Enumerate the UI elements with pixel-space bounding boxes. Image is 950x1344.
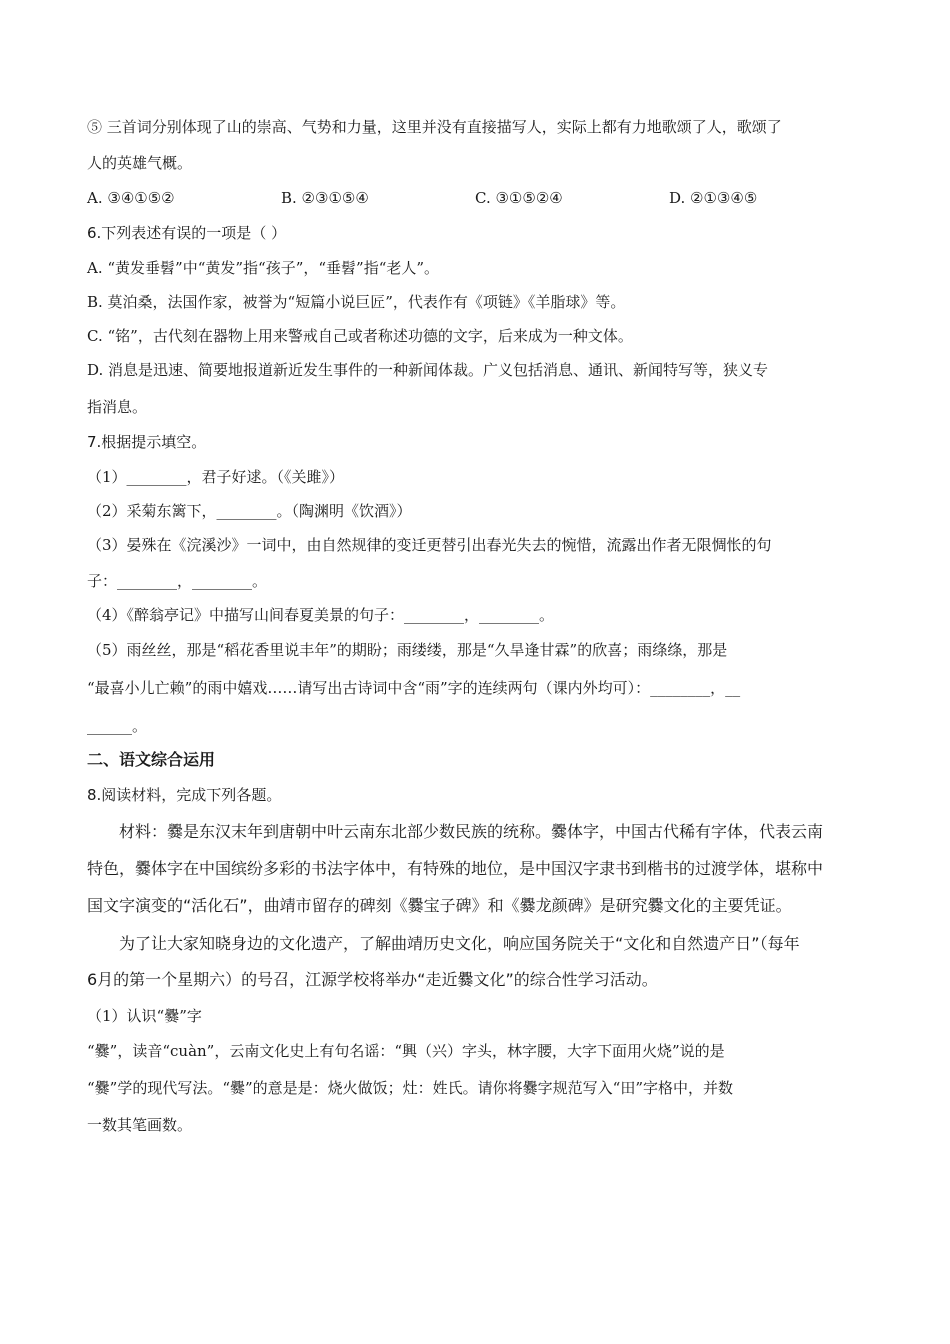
q8-material-p2-line2: 6月的第一个星期六）的号召，江源学校将举办“走近爨文化”的综合性学习活动。 <box>87 970 658 989</box>
q7-item4: （4）《醉翁亭记》中描写山间春夏美景的句子：________，________。 <box>87 606 555 624</box>
q5-option-c: C. ③①⑤②④ <box>475 189 563 207</box>
q7-item5-line3: ______。 <box>87 717 148 735</box>
q7-item3-line2: 子：________，________。 <box>87 572 268 590</box>
q8-sub1-line3: 一数其笔画数。 <box>87 1116 193 1134</box>
q6-option-a: A. “黄发垂髫”中“黄发”指“孩子”，“垂髫”指“老人”。 <box>87 259 440 277</box>
q7-stem: 7.根据提示填空。 <box>87 433 207 451</box>
q5-option-d: D. ②①③④⑤ <box>669 189 758 207</box>
q5-option-b: B. ②③①⑤④ <box>281 189 369 207</box>
q5-item5-line2: 人的英雄气概。 <box>87 154 193 172</box>
q6-option-b: B. 莫泊桑，法国作家，被誉为“短篇小说巨匠”，代表作有《项链》《羊脂球》等。 <box>87 293 626 311</box>
q7-item2: （2）采菊东篱下，________。（陶渊明《饮酒》） <box>87 502 412 520</box>
q6-option-d-line2: 指消息。 <box>87 398 148 416</box>
section-heading: 二、语文综合运用 <box>87 750 216 769</box>
q8-stem: 8.阅读材料，完成下列各题。 <box>87 786 282 804</box>
q8-material-p1-line1: 材料：爨是东汉末年到唐朝中叶云南东北部少数民族的统称。爨体字，中国古代稀有字体，代表云南 <box>119 822 824 841</box>
q8-sub1-line2: “爨”学的现代写法。“爨”的意是是：烧火做饭；灶：姓氏。请你将爨字规范写入“田”字格中，并数 <box>87 1079 734 1097</box>
q5-option-a: A. ③④①⑤② <box>87 189 175 207</box>
q7-item5-line2: “最喜小儿亡赖”的雨中嬉戏……请写出古诗词中含“雨”字的连续两句（课内外均可）：________，__ <box>87 679 741 697</box>
q5-item5-line1: ⑤ 三首词分别体现了山的崇高、气势和力量，这里并没有直接描写人，实际上都有力地歌颂了人，歌颂了 <box>87 118 782 136</box>
q6-stem: 6.下列表述有误的一项是（ ） <box>87 224 287 242</box>
q7-item1: （1）________，君子好逑。（《关雎》） <box>87 468 345 486</box>
q6-option-c: C. “铭”，古代刻在器物上用来警戒自己或者称述功德的文字，后来成为一种文体。 <box>87 327 633 345</box>
q8-sub1-line1: “爨”，读音“cuàn”，云南文化史上有句名谣：“興（兴）字头，林字腰，大字下面用火烧”说的是 <box>87 1042 725 1060</box>
q8-material-p1-line3: 国文字演变的“活化石”，曲靖市留存的碑刻《爨宝子碑》和《爨龙颜碑》是研究爨文化的主要凭证。 <box>87 896 792 915</box>
q6-option-d-line1: D. 消息是迅速、简要地报道新近发生事件的一种新闻体裁。广义包括消息、通讯、新闻特写等，狭义专 <box>87 361 769 379</box>
q8-material-p1-line2: 特色，爨体字在中国缤纷多彩的书法字体中，有特殊的地位，是中国汉字隶书到楷书的过渡学体，堪称中 <box>87 859 824 878</box>
q7-item3-line1: （3）晏殊在《浣溪沙》一词中，由自然规律的变迁更替引出春光失去的惋惜，流露出作者无限惆怅的句 <box>87 536 772 554</box>
q7-item5-line1: （5）雨丝丝，那是“稻花香里说丰年”的期盼；雨缕缕，那是“久旱逢甘霖”的欣喜；雨绦绦，那是 <box>87 641 728 659</box>
q8-sub1-title: （1）认识“爨”字 <box>87 1007 202 1025</box>
q8-material-p2-line1: 为了让大家知晓身边的文化遗产，了解曲靖历史文化，响应国务院关于“文化和自然遗产日”（每年 <box>119 934 800 953</box>
